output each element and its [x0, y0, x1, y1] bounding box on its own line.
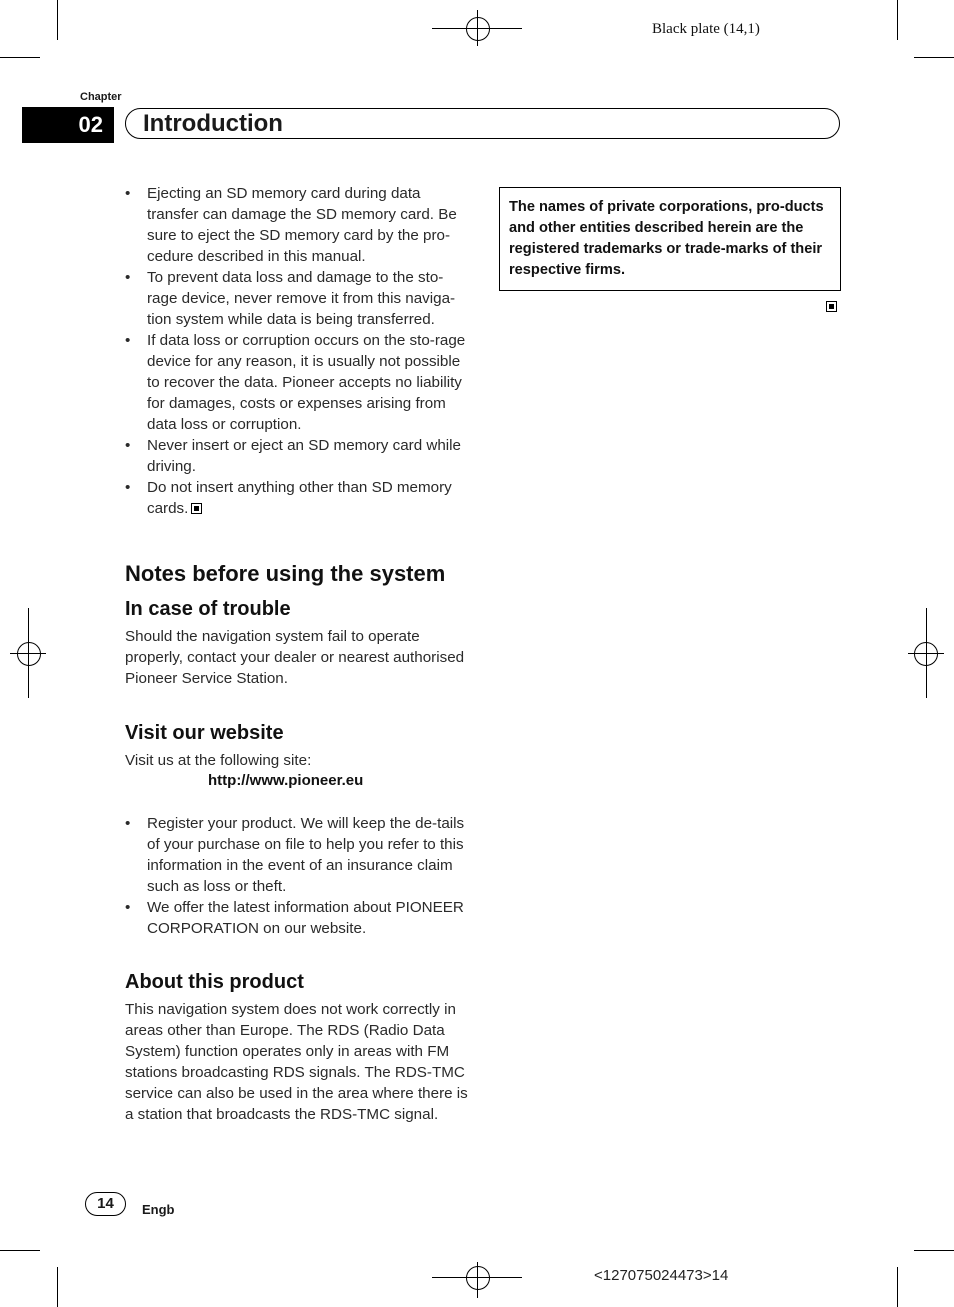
- website-intro: Visit us at the following site:: [125, 752, 312, 769]
- crop-mark: [0, 57, 40, 58]
- end-of-section-icon: [826, 301, 837, 312]
- crop-mark: [897, 0, 898, 40]
- document-code: <127075024473>14: [594, 1267, 729, 1284]
- registration-circle: [466, 1266, 490, 1290]
- bullet-icon: •: [125, 185, 131, 202]
- crop-mark: [57, 0, 58, 40]
- subsection-heading-trouble: In case of trouble: [125, 598, 291, 620]
- list-item: • We offer the latest information about PIONEER CORPORATION on our website.: [125, 899, 464, 937]
- crop-mark: [914, 57, 954, 58]
- crop-mark: [57, 1267, 58, 1307]
- bullet-list-cautions: [125, 183, 470, 519]
- subsection-heading-website: Visit our website: [125, 722, 284, 744]
- chapter-label: Chapter: [80, 91, 122, 103]
- list-item: • To prevent data loss and damage to the sto-rage device, never remove it from this naviga-tion system while data is being transferred.: [125, 269, 456, 328]
- bullet-icon: •: [125, 269, 131, 286]
- list-item: • Register your product. We will keep the de-tails of your purchase on file to help you refer to this information in the event of an insurance claim such as loss or theft.: [125, 815, 465, 895]
- plate-label: Black plate (14,1): [652, 21, 760, 37]
- registration-circle: [914, 642, 938, 666]
- crop-mark: [914, 1250, 954, 1251]
- bullet-icon: •: [125, 437, 131, 454]
- bullet-icon: •: [125, 899, 131, 916]
- chapter-number: 02: [22, 107, 114, 143]
- subsection-heading-product: About this product: [125, 971, 304, 993]
- chapter-title: Introduction: [143, 110, 283, 137]
- bullet-list-website: [125, 813, 470, 939]
- website-url-link[interactable]: http://www.pioneer.eu: [208, 772, 364, 789]
- registration-circle: [17, 642, 41, 666]
- section-title: Notes before using the system: [125, 561, 446, 586]
- end-of-section-icon: [191, 503, 202, 514]
- crop-mark: [897, 1267, 898, 1307]
- trademark-note-text: The names of private corporations, pro-ducts and other entities described herein are the registered trademarks or trade-marks of their respective firms.: [509, 199, 824, 278]
- list-item: • If data loss or corruption occurs on the sto-rage device for any reason, it is usually not possible to recover the data. Pioneer accepts no liability for damages, costs or expenses arising from data loss or corruption.: [125, 332, 466, 433]
- trademark-note-box: [499, 187, 841, 291]
- list-item: • Do not insert anything other than SD memory cards.: [125, 479, 452, 517]
- list-item: • Ejecting an SD memory card during data transfer can damage the SD memory card. Be sure to eject the SD memory card by the pro-cedure described in this manual.: [125, 185, 457, 265]
- trouble-text: Should the navigation system fail to operate properly, contact your dealer or nearest authorised Pioneer Service Station.: [125, 628, 465, 687]
- list-item: • Never insert or eject an SD memory card while driving.: [125, 437, 461, 475]
- product-text: This navigation system does not work correctly in areas other than Europe. The RDS (Radio Data System) function operates only in areas with FM stations broadcasting RDS signals. The RDS-TMC service can also be used in the area where there is a station that broadcasts the RDS-TMC signal.: [125, 1001, 468, 1123]
- page-number: 14: [85, 1192, 126, 1216]
- bullet-icon: •: [125, 332, 131, 349]
- bullet-icon: •: [125, 815, 131, 832]
- crop-mark: [0, 1250, 40, 1251]
- registration-circle: [466, 17, 490, 41]
- bullet-icon: •: [125, 479, 131, 496]
- language-code: Engb: [142, 1202, 175, 1217]
